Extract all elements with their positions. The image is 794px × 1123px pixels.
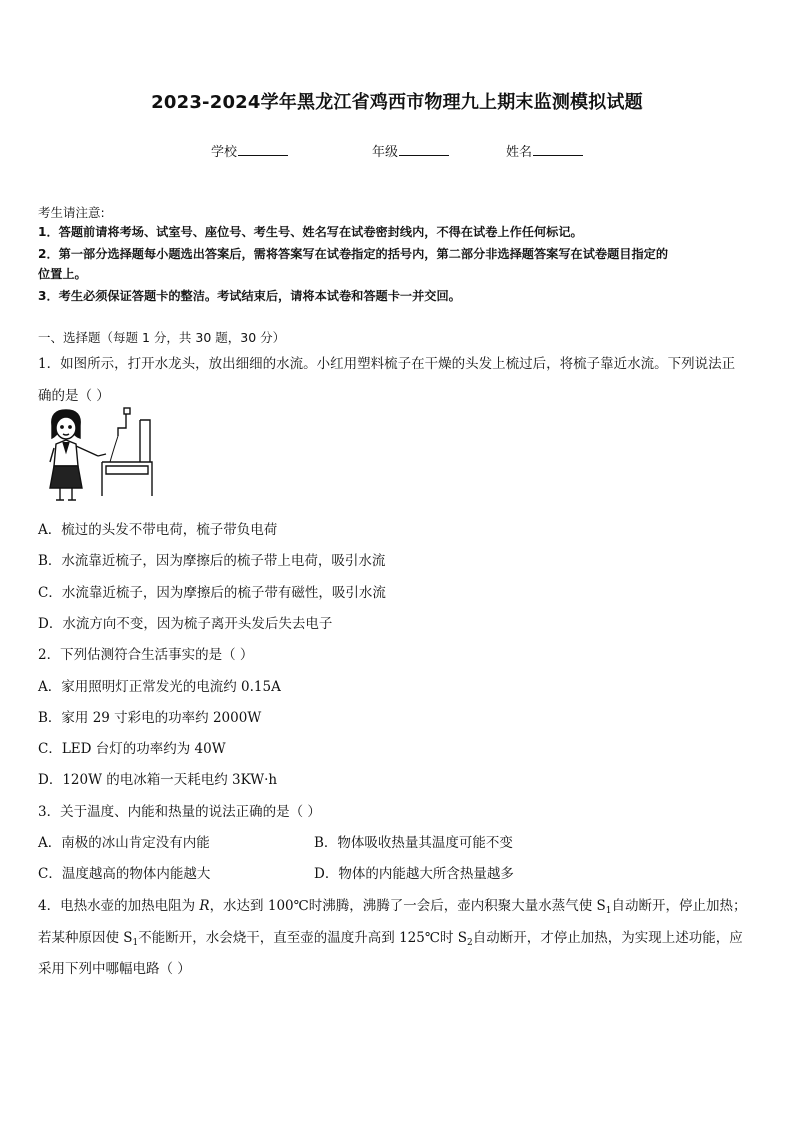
q1-option-a: A．梳过的头发不带电荷，梳子带负电荷 [38,522,278,538]
grade-field [372,141,449,160]
girl-faucet-illustration [40,406,160,506]
page-title: 2023-2024学年黑龙江省鸡西市物理九上期末监测模拟试题 [151,92,643,113]
q4-resistor-symbol: R [199,898,210,914]
notice-item: 位置上。 [38,267,87,281]
q4-subscript: 1 [605,906,612,916]
q4-subscript: 1 [132,938,139,948]
q2-option-b: B．家用 29 寸彩电的功率约 2000W [38,710,262,726]
q2-option-c: C．LED 台灯的功率约为 40W [38,741,226,757]
section-heading: 一、选择题（每题 1 分，共 30 题，30 分） [38,330,286,345]
q4-text: 不能断开，水会烧干，直至壶的温度升高到 125℃时 S [138,930,467,946]
q4-text: 自动断开，才停止加热，为实现上述功能，应 [472,930,743,946]
school-field [211,141,288,160]
q4-stem-line3: 采用下列中哪幅电路（ ） [38,961,191,977]
name-field [506,141,583,160]
grade-label: 年级 [372,145,399,160]
q3-option-d: D．物体的内能越大所含热量越多 [314,866,514,882]
q2-stem: 2．下列估测符合生活事实的是（ ） [38,647,254,663]
notice-item: 2．第一部分选择题每小题选出答案后，需将答案写在试卷指定的括号内，第二部分非选择题答案写在试卷题目指定的 [38,247,669,261]
q1-stem-line1: 1．如图所示，打开水龙头，放出细细的水流。小红用塑料梳子在干燥的头发上梳过后，将梳子靠近水流。下列说法正 [38,356,736,372]
q1-option-d: D．水流方向不变，因为梳子离开头发后失去电子 [38,616,333,632]
q4-text: ，水达到 100℃时沸腾，沸腾了一会后，壶内积聚大量水蒸气使 S [209,898,606,914]
q2-option-d: D．120W 的电冰箱一天耗电约 3KW·h [38,772,278,788]
school-label: 学校 [211,145,238,160]
q4-text: 若某种原因使 S [38,930,133,946]
name-label: 姓名 [506,145,533,160]
q1-option-c: C．水流靠近梳子，因为摩擦后的梳子带有磁性，吸引水流 [38,585,386,601]
q4-text: 4．电热水壶的加热电阻为 [38,898,200,914]
q3-option-c: C．温度越高的物体内能越大 [38,866,211,882]
notice-item: 1．答题前请将考场、试室号、座位号、考生号、姓名写在试卷密封线内，不得在试卷上作任何标记。 [38,225,583,239]
q3-option-a: A．南极的冰山肯定没有内能 [38,835,210,851]
notice-heading: 考生请注意: [38,205,105,220]
q1-stem-line2: 确的是（ ） [38,388,110,404]
q3-option-b: B．物体吸收热量其温度可能不变 [314,835,513,851]
grade-blank [399,143,449,156]
q4-stem-line1 [38,894,747,914]
q4-stem-line2 [38,926,743,946]
q4-subscript: 2 [466,938,473,948]
q4-text: 自动断开，停止加热； [611,898,747,914]
q3-stem: 3．关于温度、内能和热量的说法正确的是（ ） [38,804,321,820]
name-blank [533,143,583,156]
school-blank [238,143,288,156]
q2-option-a: A．家用照明灯正常发光的电流约 0.15A [38,679,281,695]
q1-option-b: B．水流靠近梳子，因为摩擦后的梳子带上电荷，吸引水流 [38,553,386,569]
notice-item: 3．考生必须保证答题卡的整洁。考试结束后，请将本试卷和答题卡一并交回。 [38,289,461,303]
